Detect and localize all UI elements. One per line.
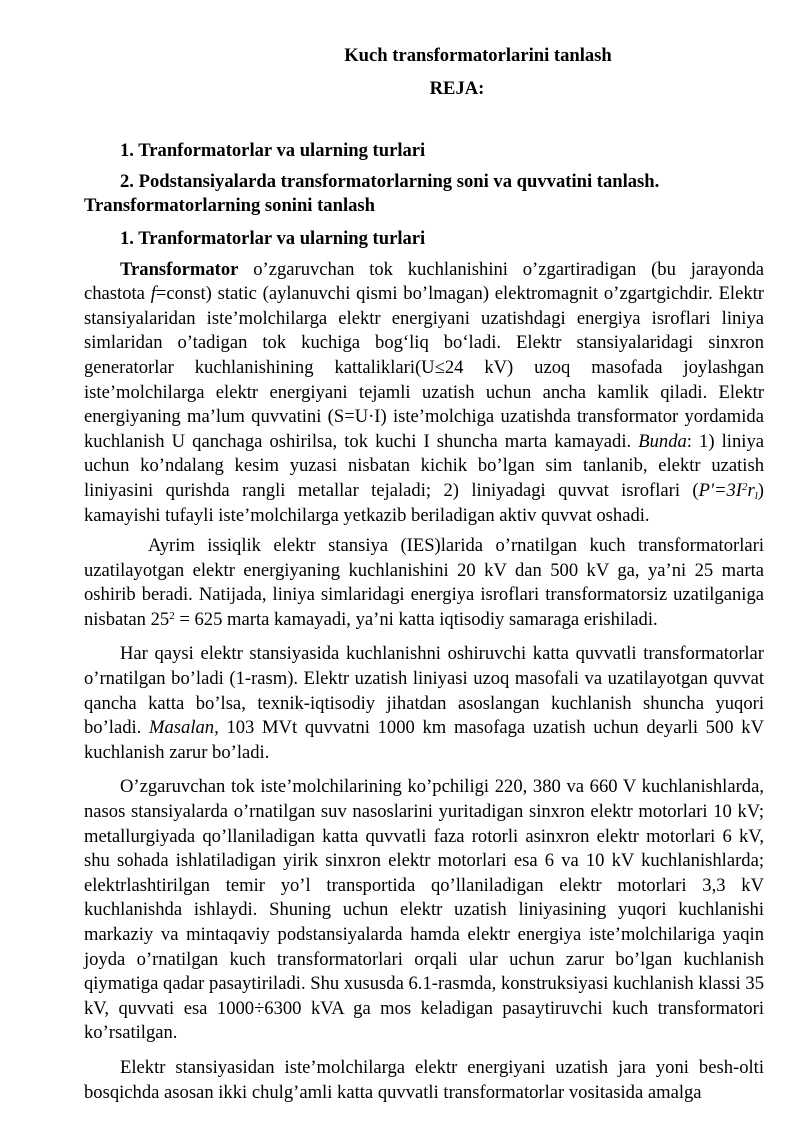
section-heading: 1. Tranformatorlar va ularning turlari xyxy=(120,227,426,249)
loss-formula xyxy=(699,480,758,501)
p1-text-2: =const) static (aylanuvchi qismi bo’lmagan) elektromagnit o’zgartgichdir. Elektr stansiyalaridan iste’molchilarga elektr energiyani uzatishdagi energiya isroflari liniya simlaridan o’tadigan tok kuchiga bog‘liq bo‘ladi. Elektr stansiyalaridagi sinxron generatorlar kuchlanishining kattaliklari(U≤24 kV) uzoq masofada joylashgan iste’molchilarga elektr energiyani tejamli uzatish uchun ancha kamlik qiladi. Elektr energiyaning ma’lum quvvatini (S=U·I) iste’molchiga uzatishda transformator yordamida kuchlanish U qanchaga oshirilsa, tok kuchi I shuncha marta kamayadi. xyxy=(84,283,764,452)
plan-item-1: 1. Tranformatorlar va ularning turlari xyxy=(120,140,426,162)
p1-symbol-f: f xyxy=(150,283,156,305)
p1-text-3: : 1) liniya uchun ko’ndalang kesim yuzasi nisbatan kichik bo’lgan sim tanlanib, elektr uzatish liniyasini qurishda rangli metallar tejaladi; 2) liniyadagi quvvat isroflari ( xyxy=(84,430,764,501)
formula-main: P'=3I xyxy=(698,479,742,501)
p3-text-2: 103 MVt quvvatni 1000 km masofaga uzatish uchun deyarli 500 kV kuchlanish zarur bo’ladi. xyxy=(84,717,764,763)
paragraph-transformator xyxy=(84,258,764,529)
p1-text-4: ) kamayishi tufayli iste’molchilarga yetkazib beriladigan aktiv quvvat oshadi. xyxy=(84,479,764,526)
plan-heading: REJA: xyxy=(429,77,485,99)
formula-subscript: l xyxy=(754,489,758,502)
p2-text-1: Ayrim issiqlik elektr stansiya (IES)larida o’rnatilgan kuch transformatorlari uzatilayotgan elektr energiyaning kuchlanishini 20 kV dan 500 kV ga, ya’ni 25 marta oshirib beradi. Natijada, liniya simlaridagi energiya isroflari transformatorsiz uzatilganiga nisbatan 25 xyxy=(84,535,764,630)
p1-text-1: o’zgaruvchan tok kuchlanishini o’zgartiradigan (bu jarayonda chastota xyxy=(84,258,764,305)
p2-text-2: = 625 marta kamayadi, ya’ni katta iqtisodiy samaraga erishiladi. xyxy=(174,608,658,630)
p2-exponent: 2 xyxy=(169,609,175,622)
plan-item-2: 2. Podstansiyalarda transformatorlarning soni va quvvatini tanlash. Transformatorlarning sonini tanlash xyxy=(84,170,660,217)
p1-bunda: Bunda xyxy=(638,430,687,452)
paragraph-stansiya xyxy=(84,642,764,765)
paragraph-bosqich: Elektr stansiyasidan iste’molchilarga elektr energiyani uzatish jara yoni besh-olti bosqichda asosan ikki chulg’amli katta quvvatli transformatorlar vositasida amalga xyxy=(84,1056,764,1103)
paragraph-ies xyxy=(84,534,764,632)
p3-masalan: Masalan, xyxy=(149,717,219,739)
formula-exponent: 2 xyxy=(741,480,748,493)
p3-text-1: Har qaysi elektr stansiyasida kuchlanishni oshiruvchi katta quvvatli transformatorlar o’rnatilgan bo’ladi (1-rasm). Elektr uzatish liniyasi uzoq masofali va uzatilayotgan quvvat qancha katta bo’lsa, texnik-iqtisodiy jihatdan asoslangan kuchlanish shuncha yuqori bo’ladi. xyxy=(84,643,764,739)
term-transformator: Transformator xyxy=(120,258,239,280)
formula-r: r xyxy=(747,479,755,501)
document-title: Kuch transformatorlarini tanlash xyxy=(344,45,612,66)
paragraph-iste-molchilar: O’zgaruvchan tok iste’molchilarining ko’pchiligi 220, 380 va 660 V kuchlanishlarda, nasos stansiyalarda o’rnatilgan suv nasoslarini yuritadigan sinxron elektr motorlari 10 kV; metallurgiyada qo’llaniladigan katta quvvatli faza rotorli asinxron elektr motorlari 6 kV, shu sohada ishlatiladigan yirik sinxron elektr motorlari esa 6 va 10 kV kuchlanishlarda; elektrlashtirilgan temir yo’l transportida qo’llaniladigan elektr motorlari 3,3 kV kuchlanishda ishlaydi. Shuning uchun elektr uzatish liniyasining yuqori kuchlanishi markaziy va mintaqaviy podstansiyalarda hamda elektr energiya iste’molchilariga yaqin joyda o’rnatilgan kuch transformatorlari orqali ular uchun zarur bo’lgan kuchlanish qiymatiga qadar pasaytiriladi. Shu xususda 6.1-rasmda, konstruksiyasi kuchlanish klassi 35 kV, quvvati esa 1000÷6300 kVA ga mos keladigan pasaytiruvchi kuch transformatori ko’rsatilgan. xyxy=(84,776,764,1044)
